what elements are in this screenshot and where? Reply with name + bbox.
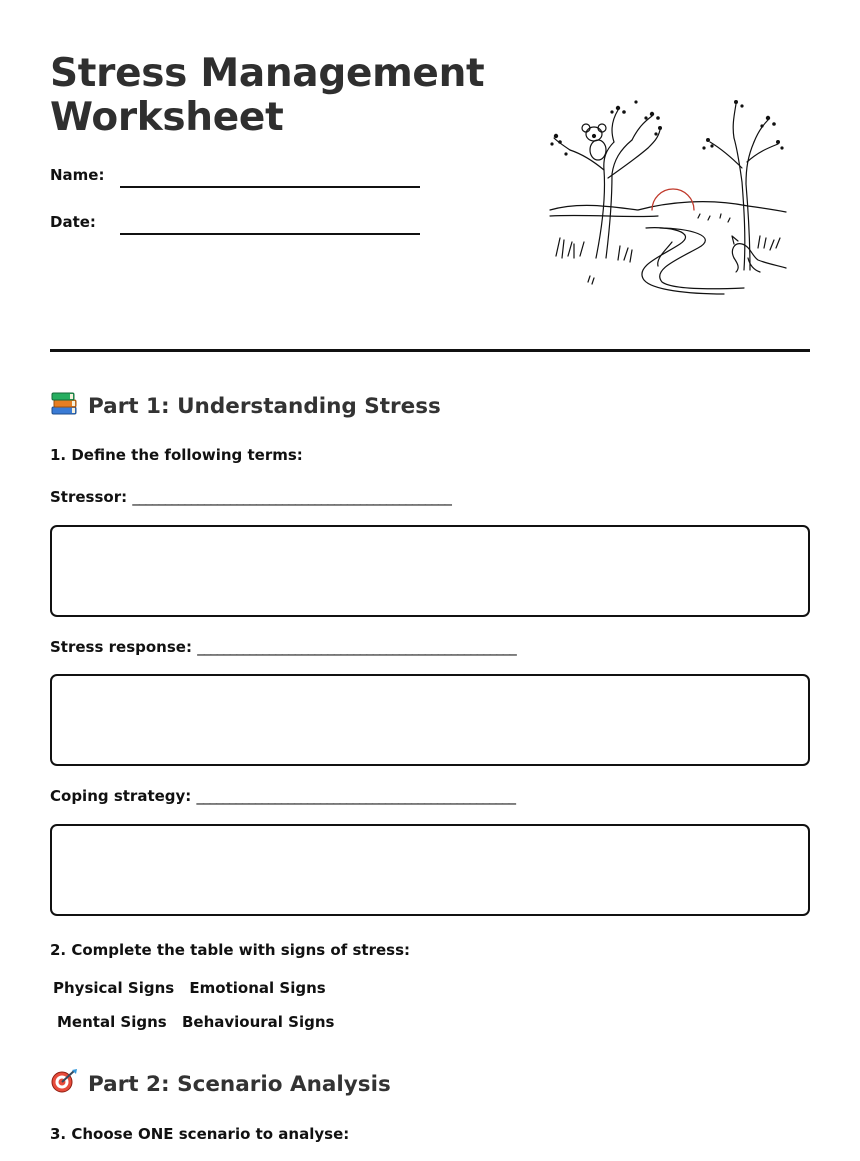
part2-heading-text: Part 2: Scenario Analysis <box>88 1071 391 1097</box>
term-label: Coping strategy: <box>50 787 192 805</box>
question-1: 1. Define the following terms: <box>50 446 303 464</box>
books-icon <box>50 390 78 422</box>
term-stressor <box>50 488 451 506</box>
part2-heading <box>50 1068 391 1100</box>
term-label: Stress response: <box>50 638 192 656</box>
question-3: 3. Choose ONE scenario to analyse: <box>50 1125 350 1143</box>
part1-heading-text: Part 1: Understanding Stress <box>88 393 441 419</box>
outback-scene-illustration <box>548 98 788 303</box>
date-field-line[interactable] <box>120 233 420 235</box>
table-header-emotional-signs: Emotional Signs <box>189 979 326 997</box>
signs-table-row-1 <box>53 979 336 997</box>
signs-table-row-2 <box>57 1013 344 1031</box>
table-header-physical-signs: Physical Signs <box>53 979 175 997</box>
stress-response-answer-box[interactable] <box>50 674 810 766</box>
term-stress-response <box>50 638 516 656</box>
name-field-line[interactable] <box>120 186 420 188</box>
title-line-2: Worksheet <box>50 95 284 140</box>
term-label: Stressor: <box>50 488 128 506</box>
stressor-answer-box[interactable] <box>50 525 810 617</box>
table-header-behavioural-signs: Behavioural Signs <box>181 1013 335 1031</box>
target-dart-icon <box>50 1068 78 1100</box>
worksheet-title <box>50 52 484 140</box>
table-header-mental-signs: Mental Signs <box>57 1013 167 1031</box>
question-2: 2. Complete the table with signs of stress: <box>50 941 411 959</box>
part1-heading <box>50 390 441 422</box>
header-divider <box>50 349 810 352</box>
date-label: Date: <box>50 213 96 231</box>
title-line-1: Stress Management <box>50 51 485 96</box>
term-blank-line[interactable]: _________________________________________________ <box>196 787 516 805</box>
coping-strategy-answer-box[interactable] <box>50 824 810 916</box>
term-blank-line[interactable]: _________________________________________________ <box>132 488 451 506</box>
term-blank-line[interactable]: _________________________________________________ <box>197 638 516 656</box>
name-label: Name: <box>50 166 105 184</box>
term-coping-strategy <box>50 787 515 805</box>
